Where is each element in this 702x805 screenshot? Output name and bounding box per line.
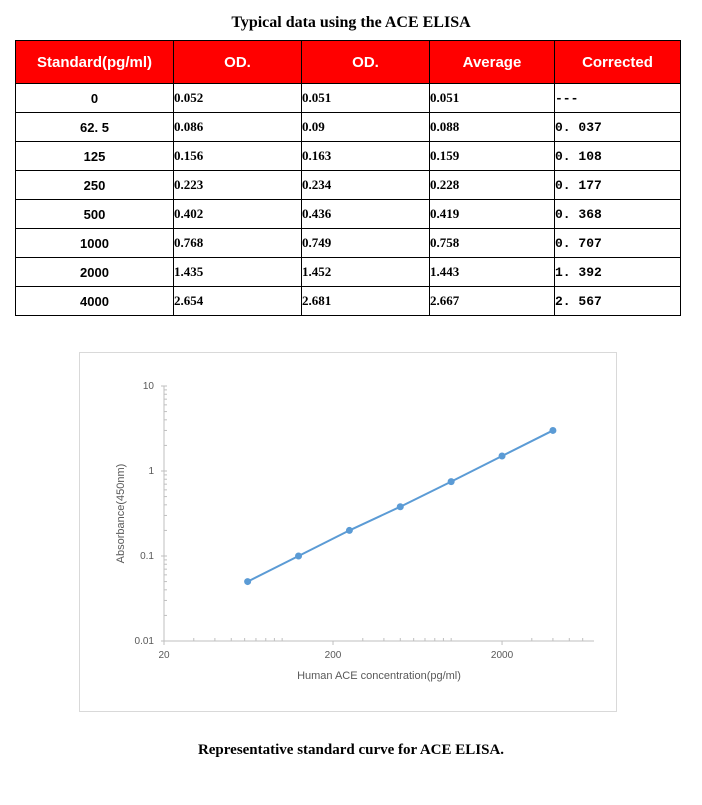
header-od-2: OD. [302,41,430,84]
table-row [16,84,681,113]
cell-corrected: 1. 392 [555,258,681,287]
table-row [16,258,681,287]
x-tick-label: 2000 [490,650,514,661]
header-od-1: OD. [174,41,302,84]
cell-standard: 0 [16,84,174,113]
cell-od-1: 0.052 [174,84,302,113]
cell-standard: 125 [16,142,174,171]
y-axis-label: Absorbance(450nm) [115,463,127,564]
cell-standard: 1000 [16,229,174,258]
data-point [397,503,404,510]
cell-average: 0.419 [430,200,555,229]
cell-standard: 62. 5 [16,113,174,142]
figure-caption: Representative standard curve for ACE ELISA. [197,742,505,758]
cell-corrected: 0. 108 [555,142,681,171]
data-point [346,527,353,534]
table-row [16,171,681,200]
cell-corrected: 0. 037 [555,113,681,142]
y-tick-label: 0.01 [134,636,154,647]
table-row [16,229,681,258]
cell-od-1: 0.402 [174,200,302,229]
cell-od-2: 1.452 [302,258,430,287]
cell-average: 1.443 [430,258,555,287]
cell-od-1: 0.223 [174,171,302,200]
cell-od-1: 0.768 [174,229,302,258]
data-point [448,478,455,485]
cell-average: 0.088 [430,113,555,142]
cell-od-2: 2.681 [302,287,430,316]
x-axis-label: Human ACE concentration(pg/ml) [297,670,461,682]
y-tick-label: 1 [148,466,154,477]
cell-od-2: 0.163 [302,142,430,171]
table-row [16,113,681,142]
cell-od-2: 0.09 [302,113,430,142]
cell-od-1: 0.156 [174,142,302,171]
cell-od-2: 0.436 [302,200,430,229]
cell-corrected: 0. 368 [555,200,681,229]
y-tick-label: 0.1 [140,551,154,562]
table-body [16,84,681,316]
table-title: Typical data using the ACE ELISA [231,14,471,31]
cell-od-1: 1.435 [174,258,302,287]
cell-corrected: --- [555,84,681,113]
chart-frame [79,352,617,712]
data-table [15,40,681,316]
y-tick-label: 10 [142,381,154,392]
cell-average: 0.051 [430,84,555,113]
cell-average: 0.159 [430,142,555,171]
cell-od-1: 2.654 [174,287,302,316]
table-row [16,287,681,316]
header-corrected: Corrected [555,41,681,84]
standard-curve-chart [80,353,616,711]
cell-average: 0.758 [430,229,555,258]
cell-od-2: 0.749 [302,229,430,258]
data-point [295,553,302,560]
cell-corrected: 0. 177 [555,171,681,200]
cell-standard: 250 [16,171,174,200]
cell-standard: 2000 [16,258,174,287]
data-point [549,427,556,434]
cell-od-2: 0.234 [302,171,430,200]
cell-standard: 500 [16,200,174,229]
table-header-row [16,41,681,84]
x-tick-label: 200 [324,650,342,661]
header-average: Average [430,41,555,84]
cell-od-1: 0.086 [174,113,302,142]
data-point [499,453,506,460]
cell-standard: 4000 [16,287,174,316]
cell-corrected: 0. 707 [555,229,681,258]
data-point [244,578,251,585]
x-tick-label: 20 [158,650,170,661]
cell-corrected: 2. 567 [555,287,681,316]
cell-average: 0.228 [430,171,555,200]
header-standard: Standard(pg/ml) [16,41,174,84]
cell-average: 2.667 [430,287,555,316]
table-row [16,142,681,171]
table-row [16,200,681,229]
cell-od-2: 0.051 [302,84,430,113]
